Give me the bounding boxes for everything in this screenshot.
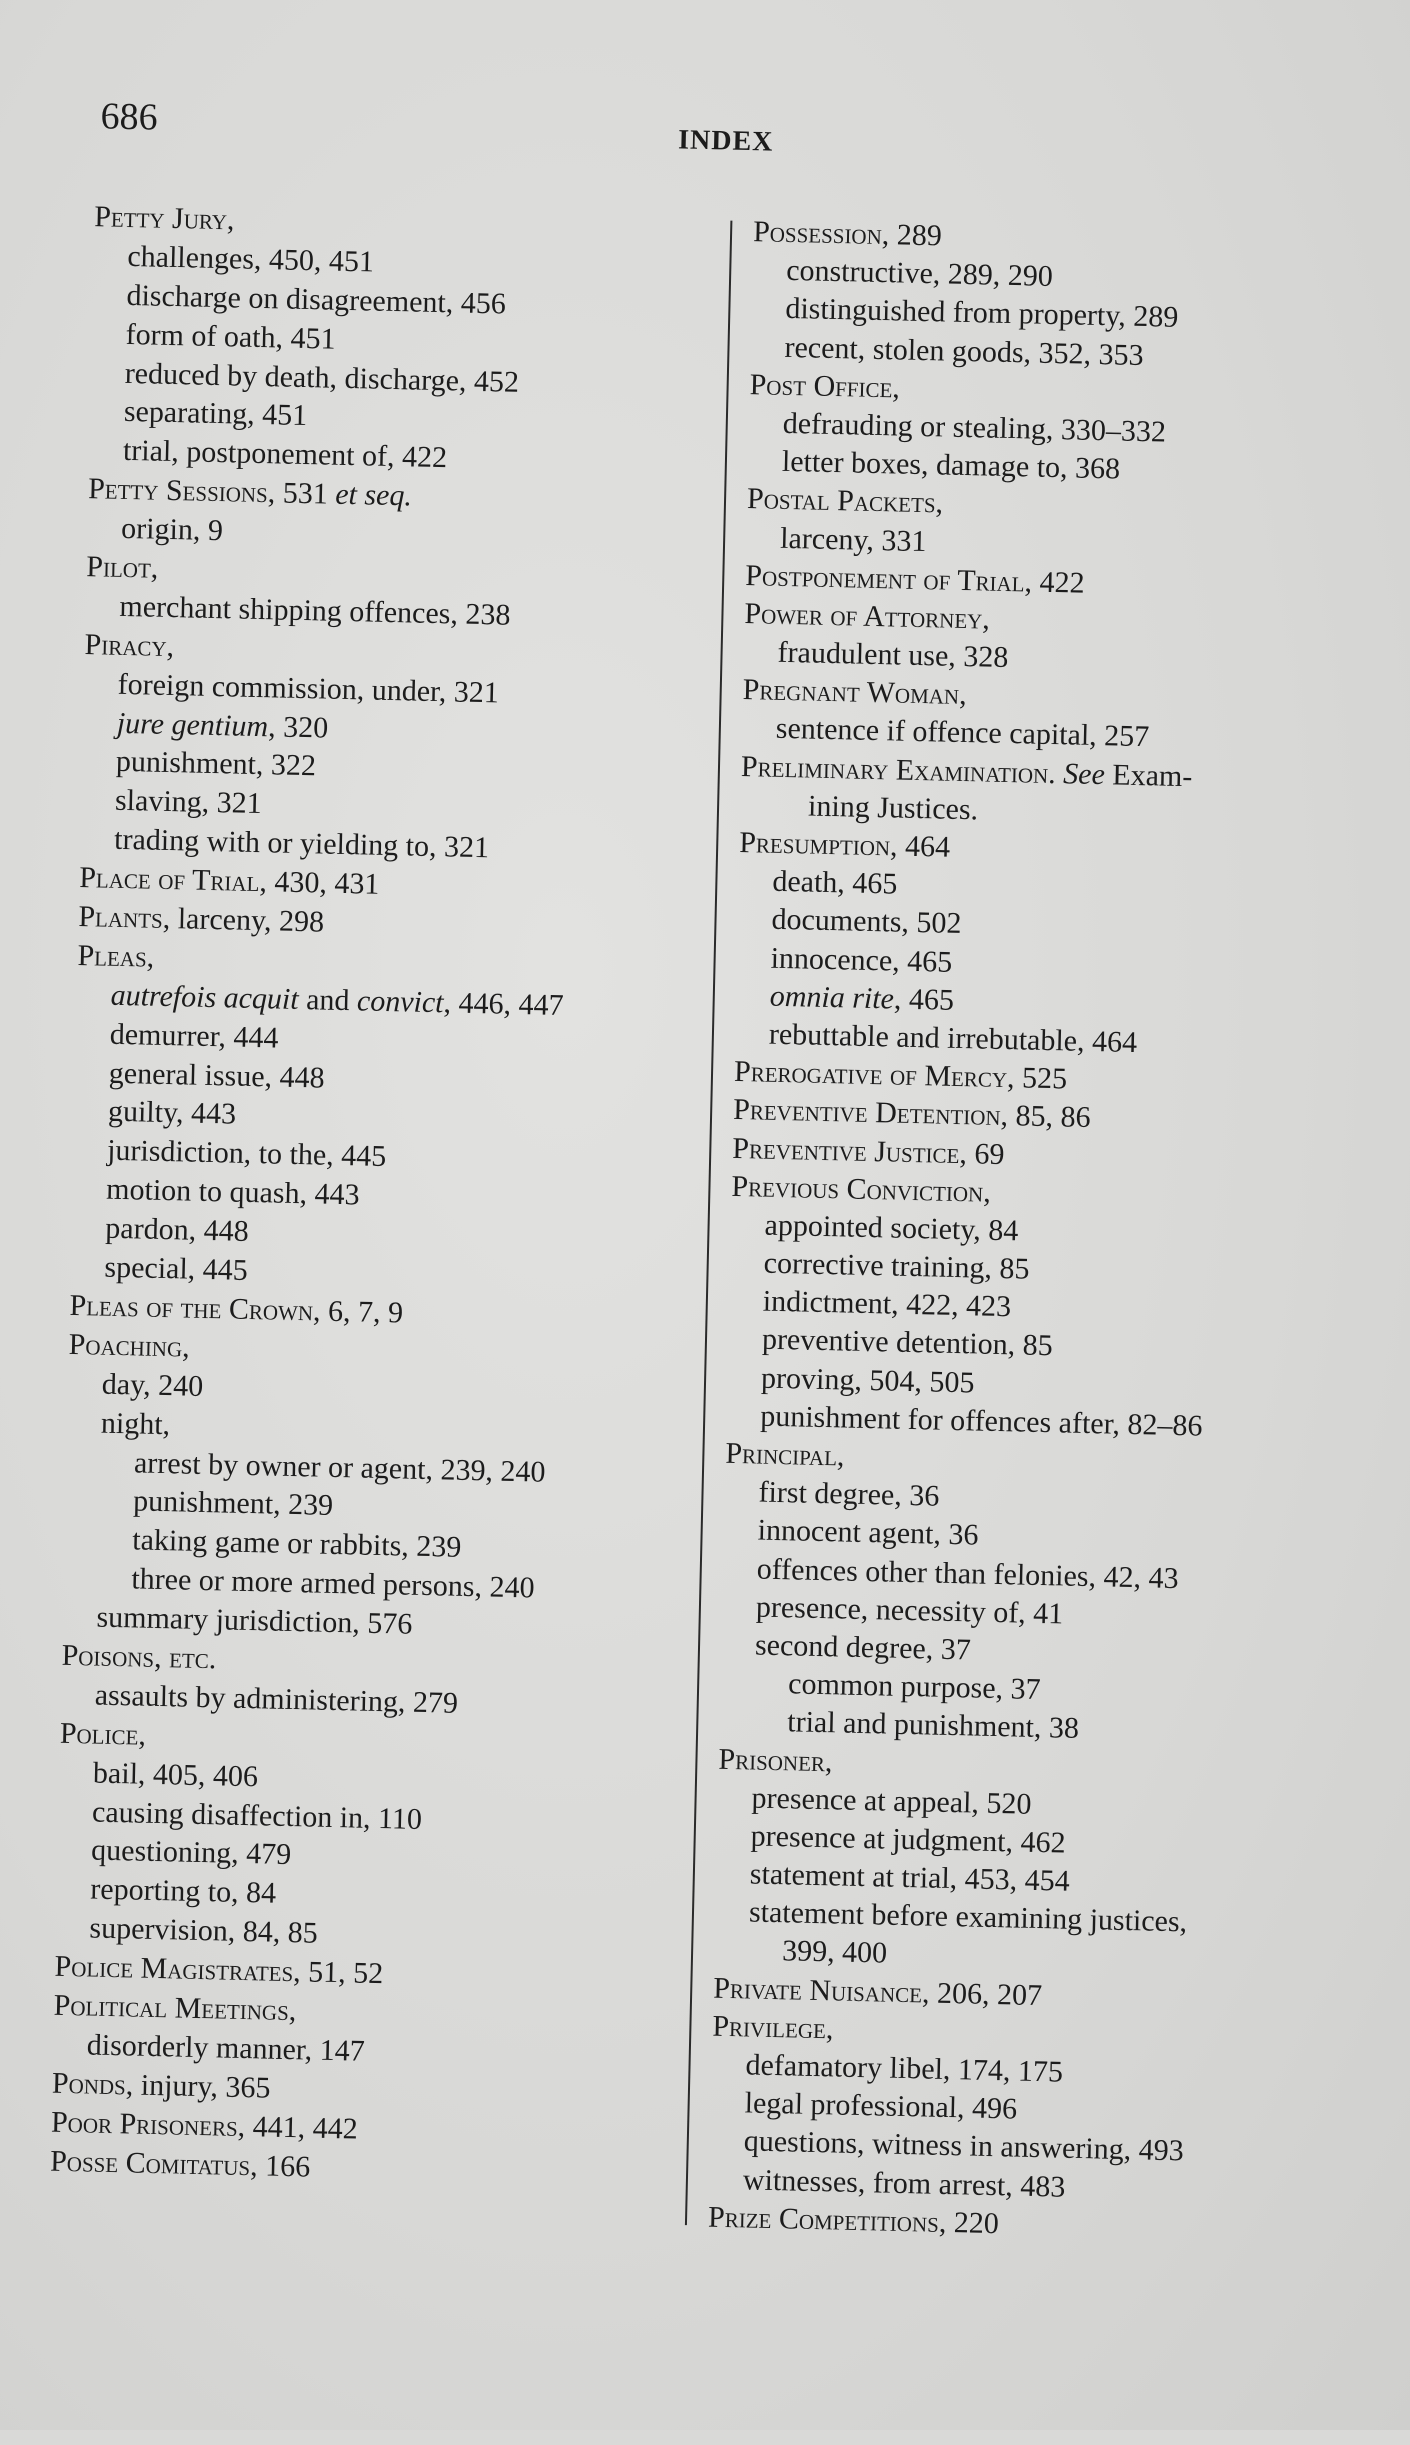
entry-text: trial and punishment, 38 [786,1705,1080,1746]
entry-text: taking game or rabbits, 239 [131,1523,462,1565]
entry-italic-text: autrefois acquit [110,978,300,1016]
index-column-right [708,213,1230,2247]
entry-text: , 531 [267,476,336,511]
entry-text: disorderly manner, 147 [86,2028,366,2068]
entry-text: , 441, 442 [237,2109,359,2146]
entry-term: Preliminary Examination [740,749,1049,790]
entry-text: , 69 [959,1136,1005,1171]
entry-text: documents, 502 [771,903,962,941]
entry-term: Prerogative of Mercy [733,1055,1008,1095]
entry-text: witnesses, from arrest, 483 [742,2162,1066,2204]
entry-italic-text: jure gentium [116,706,269,743]
entry-text: supervision, 84, 85 [89,1911,319,1950]
entry-term: Pleas of the Crown [69,1288,314,1328]
entry-text: causing disaffection in, 110 [91,1795,423,1836]
entry-term: Ponds [51,2066,127,2102]
entry-text: three or more armed persons, 240 [131,1562,535,1605]
entry-term: Police Magistrates [54,1949,294,1989]
entry-text: , [836,1439,845,1473]
entry-text: , 289 [881,218,943,253]
entry-text: questions, witness in answering, 493 [743,2124,1185,2168]
entry-term: Preventive Justice [731,1131,960,1170]
entry-term: Post Office [749,367,893,405]
entry-text: origin, 9 [120,511,224,548]
entry-text: arrest by owner or agent, 239, 240 [133,1445,546,1489]
entry-text: reporting to, 84 [90,1872,277,1911]
entry-text: innocent agent, 36 [757,1513,979,1552]
entry-text: discharge on disagreement, 456 [126,278,507,321]
entry-term: Poisons, etc. [61,1638,217,1676]
entry-text: , 320 [267,709,329,745]
entry-term: Postponement of Trial [744,558,1025,599]
entry-term: Power of Attorney [744,596,983,636]
entry-term: Police [59,1716,139,1752]
entry-text: motion to quash, 443 [105,1172,360,1212]
entry-text: , 525 [1006,1061,1068,1096]
entry-term: Privilege [712,2009,827,2046]
entry-text: recent, stolen goods, 352, 353 [784,330,1144,372]
entry-text: offences other than felonies, 42, 43 [756,1552,1179,1595]
entry-text: , [958,678,968,712]
entry-text: form of oath, 451 [125,317,336,356]
entry-text: , [892,371,901,405]
entry-text: , [166,629,175,663]
entry-text: special, 445 [104,1250,249,1287]
entry-term: Piracy [84,627,168,663]
entry-term: Plants [78,900,164,935]
entry-text: , 166 [249,2148,311,2184]
entry-italic-text: omnia rite [769,979,895,1016]
entry-text: , 51, 52 [292,1955,384,1991]
index-column-left [50,198,582,2192]
entry-term: Poaching [68,1327,183,1364]
entry-text: ining Justices. [807,789,979,827]
entry-text: pardon, 448 [105,1211,250,1249]
entry-term: Posse Comitatus [49,2144,251,2182]
entry-text: presence at judgment, 462 [750,1819,1066,1860]
entry-term: Pilot [86,550,152,585]
entry-text: , 422 [1024,565,1085,600]
entry-text: , 446, 447 [443,986,564,1022]
entry-text: corrective training, 85 [763,1246,1030,1286]
entry-text: foreign commission, under, 321 [117,667,500,710]
entry-text: defamatory libel, 174, 175 [745,2048,1064,2089]
entry-text: , [982,602,991,636]
entry-text: , injury, 365 [125,2068,271,2105]
entry-text: separating, 451 [123,395,308,433]
entry-text: punishment for offences after, 82–86 [759,1399,1203,1443]
entry-text: jurisdiction, to the, 445 [106,1134,387,1174]
entry-text: preventive detention, 85 [761,1323,1054,1363]
entry-term: Pleas [77,938,148,974]
entry-text: , larceny, 298 [162,901,325,939]
entry-text: trial, postponement of, 422 [122,434,448,475]
entry-text: constructive, 289, 290 [785,254,1054,294]
entry-text: reduced by death, discharge, 452 [124,356,520,399]
entry-text: , [226,203,235,237]
entry-text: , 464 [889,829,951,864]
entry-text: night, [100,1406,171,1441]
entry-text: rebuttable and irrebutable, 464 [768,1017,1138,1059]
entry-text: , 6, 7, 9 [312,1294,404,1330]
entry-text: appointed society, 84 [764,1208,1019,1248]
entry-term: Petty Sessions [87,472,269,510]
entry-term: Political Meetings [53,1988,290,2028]
entry-text: punishment, 322 [115,745,317,783]
entry-italic-text: convict [356,984,444,1020]
entry-text: , 465 [893,982,955,1017]
entry-text: day, 240 [101,1367,204,1403]
entry-text: , [138,1718,147,1752]
entry-text: , [935,486,944,520]
entry-text: innocence, 465 [770,941,953,979]
entry-term: Private Nuisance [712,1971,923,2010]
entry-term: Previous Conviction [731,1169,984,1209]
entry-text: challenges, 450, 451 [127,239,375,279]
entry-text: merchant shipping offences, 238 [119,589,511,632]
entry-text: presence, necessity of, 41 [755,1590,1064,1631]
entry-text: , [150,551,159,585]
entry-text: slaving, 321 [114,784,263,821]
entry-text: proving, 504, 505 [760,1361,975,1400]
entry-text: general issue, 448 [108,1056,326,1095]
entry-text: 399, 400 [781,1934,888,1971]
entry-text: demurrer, 444 [109,1017,279,1055]
entry-text: distinguished from property, 289 [785,292,1179,335]
entry-term: Prisoner [718,1742,826,1778]
entry-term: Poor Prisoners [50,2105,239,2143]
entry-text: and [298,982,358,1018]
entry-text: first degree, 36 [758,1475,940,1513]
entry-text: questioning, 479 [90,1833,292,1872]
entry-text: defrauding or stealing, 330–332 [782,406,1167,449]
entry-text: , 85, 86 [1000,1099,1091,1135]
entry-text: summary jurisdiction, 576 [96,1600,413,1641]
entry-term: Principal [725,1436,838,1473]
entry-text: , 220 [938,2205,1000,2240]
entry-term: Pregnant Woman [742,673,960,712]
entry-text: presence at appeal, 520 [751,1781,1032,1821]
entry-text: , [982,1175,992,1209]
entry-text: letter boxes, damage to, 368 [781,444,1121,486]
entry-text: , [146,940,155,974]
entry-text: guilty, 443 [107,1095,237,1132]
entry-term: Prize Competitions [707,2200,940,2239]
entry-text: legal professional, 496 [744,2086,1018,2126]
running-title: INDEX [677,124,774,158]
entry-text: , [181,1330,191,1364]
entry-text: common purpose, 37 [787,1667,1041,1707]
entry-term: Petty Jury [93,200,228,237]
entry-text: larceny, 331 [779,521,927,558]
entry-text: Exam- [1104,757,1193,793]
entry-text: punishment, 239 [132,1484,334,1523]
entry-italic-text: et seq. [334,477,413,513]
entry-text: statement before examining justices, [748,1895,1188,1939]
entry-italic-text: See [1062,756,1106,791]
entry-term: Possession [752,215,883,252]
entry-text: , [288,1994,297,2028]
entry-term: Presumption [738,825,891,863]
entry-text: trading with or yielding to, 321 [113,823,490,865]
entry-text: assaults by administering, 279 [94,1678,459,1720]
entry-text: , [824,1744,833,1778]
entry-text: . [1047,756,1064,790]
entry-text: indictment, 422, 423 [762,1284,1012,1324]
entry-text: sentence if offence capital, 257 [775,712,1150,754]
entry-text: statement at trial, 453, 454 [749,1857,1071,1898]
entry-term: Place of Trial [78,861,260,899]
entry-text: bail, 405, 406 [92,1756,259,1793]
entry-text: , 430, 431 [259,865,380,901]
entry-text: , [825,2012,834,2046]
entry-term: Postal Packets [746,482,936,520]
entry-term: Preventive Detention [732,1093,1002,1133]
entry-text: fraudulent use, 328 [777,635,1009,675]
entry-text: death, 465 [772,864,898,901]
entry-text: second degree, 37 [754,1628,972,1667]
page-number: 686 [100,95,159,139]
entry-text: , 206, 207 [921,1976,1043,2012]
